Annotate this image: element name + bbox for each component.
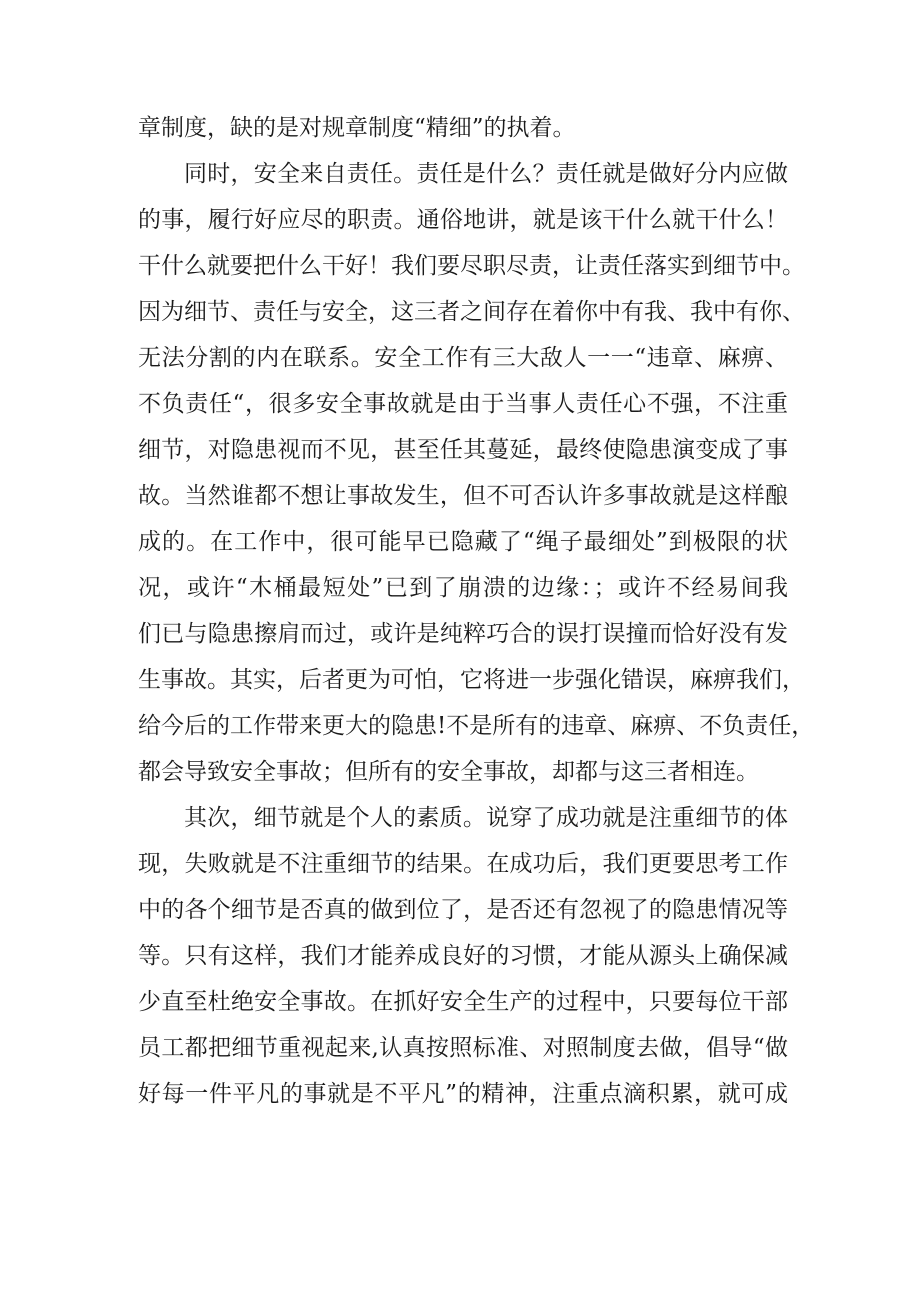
text-line: 员工都把细节重视起来,认真按照标准、对照制度去做，倡导“做 <box>138 1035 788 1061</box>
text-line: 成的。在工作中，很可能早已隐藏了“绳子最细处”到极限的状 <box>138 529 788 555</box>
text-line: 细节，对隐患视而不见，甚至任其蔓延，最终使隐患演变成了事 <box>138 437 788 463</box>
text-line: 况，或许“木桶最短处”已到了崩溃的边缘：；或许不经易间我 <box>138 575 788 601</box>
text-line: 等。只有这样，我们才能养成良好的习惯，才能从源头上确保减 <box>138 943 788 969</box>
text-line: 少直至杜绝安全事故。在抓好安全生产的过程中，只要每位干部 <box>138 989 788 1015</box>
text-line: 中的各个细节是否真的做到位了，是否还有忽视了的隐患情况等 <box>138 897 788 923</box>
text-line: 因为细节、责任与安全，这三者之间存在着你中有我、我中有你、 <box>138 299 805 325</box>
text-line: 现，失败就是不注重细节的结果。在成功后，我们更要思考工作 <box>138 851 788 877</box>
text-line: 的事，履行好应尽的职责。通俗地讲，就是该干什么就干什么！ <box>138 207 788 233</box>
text-line: 给今后的工作带来更大的隐患!不是所有的违章、麻痹、不负责任， <box>138 713 815 739</box>
text-line: 无法分割的内在联系。安全工作有三大敌人一一“违章、麻痹、 <box>138 345 788 371</box>
text-line: 章制度，缺的是对规章制度“精细”的执着。 <box>138 115 576 141</box>
text-line: 们已与隐患擦肩而过，或许是纯粹巧合的误打误撞而恰好没有发 <box>138 621 788 647</box>
text-line: 干什么就要把什么干好！我们要尽职尽责，让责任落实到细节中。 <box>138 253 805 279</box>
text-line: 都会导致安全事故；但所有的安全事故，却都与这三者相连。 <box>138 759 759 785</box>
text-line: 生事故。其实，后者更为可怕，它将进一步强化错误，麻痹我们， <box>138 667 805 693</box>
text-line: 好每一件平凡的事就是不平凡”的精神，注重点滴积累，就可成 <box>138 1081 788 1107</box>
body-text <box>138 105 815 1117</box>
paragraph-start-line: 同时，安全来自责任。责任是什么？责任就是做好分内应做 <box>184 161 788 187</box>
text-line: 不负责任“，很多安全事故就是由于当事人责任心不强，不注重 <box>138 391 788 417</box>
text-line: 故。当然谁都不想让事故发生，但不可否认许多事故就是这样酿 <box>138 483 788 509</box>
paragraph-start-line: 其次，细节就是个人的素质。说穿了成功就是注重细节的体 <box>184 805 788 831</box>
